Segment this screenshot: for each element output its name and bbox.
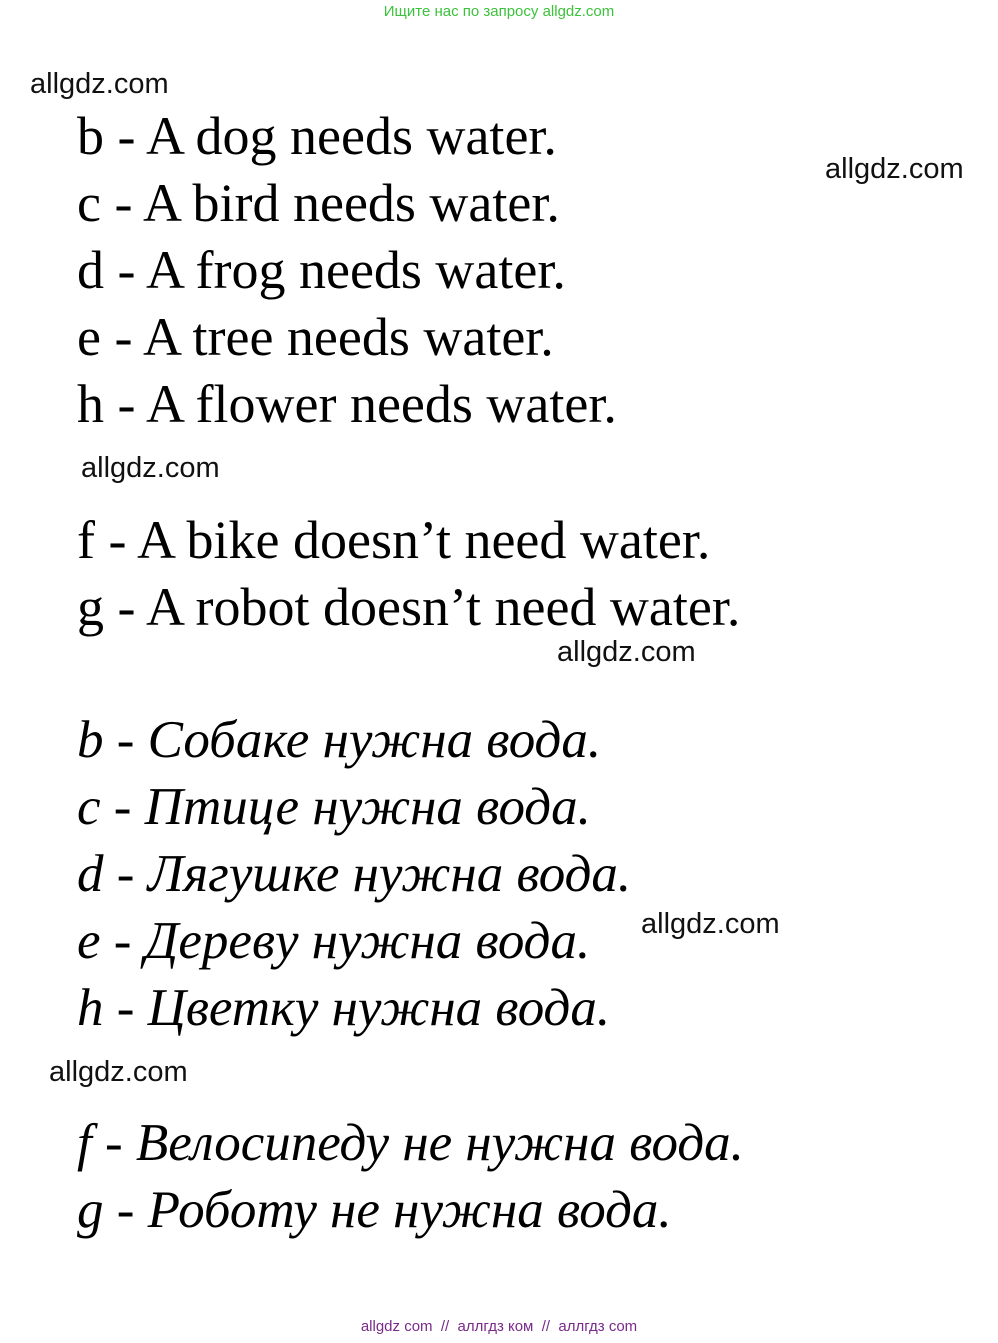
watermark: allgdz.com (30, 68, 169, 100)
watermark: allgdz.com (825, 153, 964, 185)
top-search-banner: Ищите нас по запросу allgdz.com (383, 3, 615, 20)
translation-line: b - Собаке нужна вода. (77, 711, 602, 769)
watermark: allgdz.com (81, 452, 220, 484)
footer-separator: // (432, 1318, 458, 1335)
russian-needs-list (77, 707, 631, 1042)
translation-line: d - Лягушке нужна вода. (77, 845, 632, 903)
footer-link[interactable]: аллгдз com (558, 1318, 638, 1335)
footer-separator: // (533, 1318, 559, 1335)
answer-line: e - A tree needs water. (77, 307, 554, 367)
english-doesnt-need-list (77, 507, 740, 641)
translation-line: f - Велосипеду не нужна вода. (77, 1114, 744, 1172)
translation-line: h - Цветку нужна вода. (77, 979, 611, 1037)
footer-links (0, 1318, 998, 1336)
watermark: allgdz.com (641, 908, 780, 940)
answer-line: f - A bike doesn’t need water. (77, 510, 711, 570)
footer-link[interactable]: allgdz com (360, 1318, 433, 1335)
answer-line: b - A dog needs water. (77, 106, 557, 166)
answer-line: d - A frog needs water. (77, 240, 566, 300)
answer-line: c - A bird needs water. (77, 173, 560, 233)
russian-doesnt-need-list (77, 1110, 744, 1244)
watermark: allgdz.com (49, 1056, 188, 1088)
english-needs-list (77, 103, 617, 438)
answer-line: g - A robot doesn’t need water. (77, 577, 741, 637)
translation-line: e - Дереву нужна вода. (77, 912, 591, 970)
translation-line: g - Роботу не нужна вода. (77, 1181, 672, 1239)
answer-line: h - A flower needs water. (77, 374, 617, 434)
footer-link[interactable]: аллгдз ком (457, 1318, 534, 1335)
translation-line: c - Птице нужна вода. (77, 778, 591, 836)
watermark: allgdz.com (557, 636, 696, 668)
